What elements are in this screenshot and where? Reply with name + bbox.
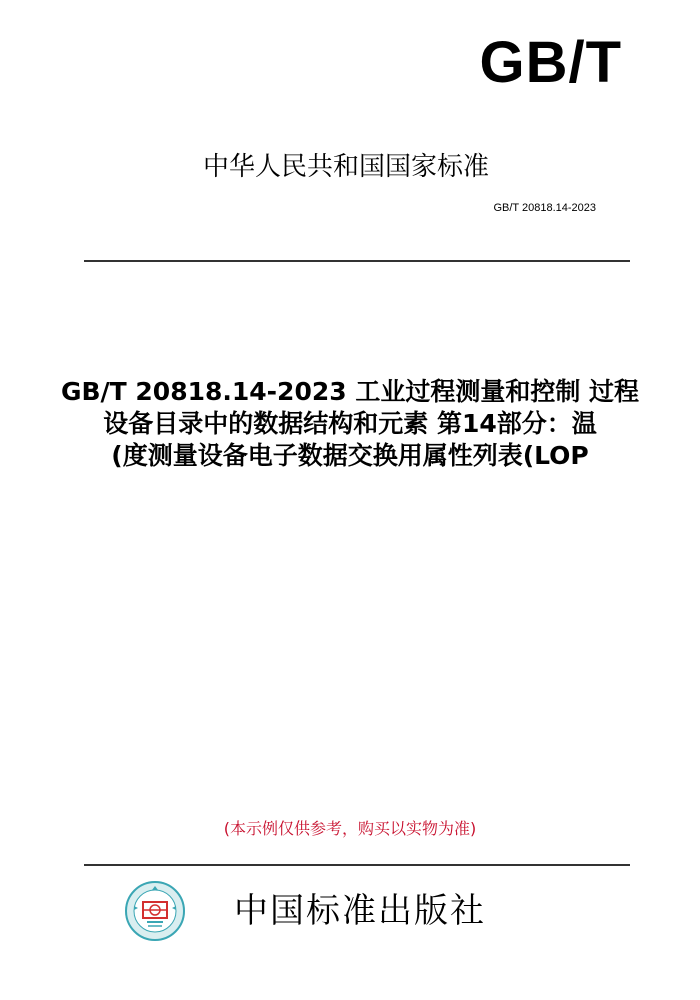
publisher-name: 中国标准出版社 <box>234 891 486 931</box>
bottom-divider <box>84 864 630 866</box>
document-title <box>40 376 660 472</box>
top-divider <box>84 260 630 262</box>
title-line: 设备目录中的数据结构和元素 第14部分：温 <box>103 409 597 438</box>
title-line: (度测量设备电子数据交换用属性列表(LOP <box>111 441 589 470</box>
standard-number: GB/T 20818.14-2023 <box>493 202 596 214</box>
issuing-authority <box>0 152 700 183</box>
authority-text: 中华人民共和国国家标准 <box>202 152 489 182</box>
disclaimer-note: (本示例仅供参考，购买以实物为准) <box>223 819 477 838</box>
publisher-seal-icon <box>124 880 186 942</box>
title-line: GB/T 20818.14-2023 工业过程测量和控制 过程 <box>60 377 640 406</box>
gbt-logo: GB/T <box>479 30 622 95</box>
